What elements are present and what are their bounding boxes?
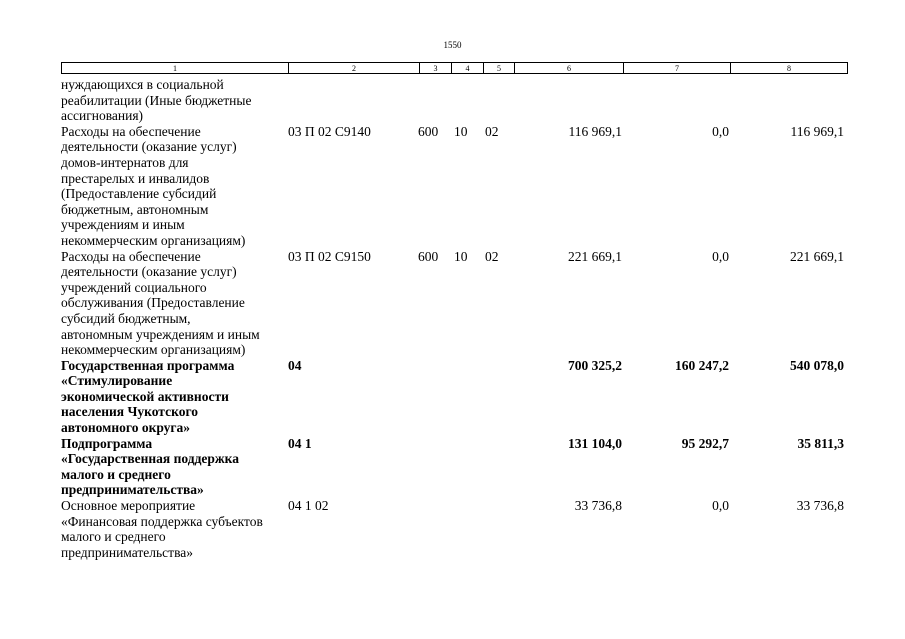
expense-type: 600 bbox=[418, 123, 439, 139]
expense-item-name: Подпрограмма «Государственная поддержка малого и среднего предпринимательства» bbox=[61, 435, 240, 498]
page-number: 1550 bbox=[443, 40, 462, 50]
expense-item-name: Основное мероприятие «Финансовая поддержка субъектов малого и среднего предпринимательства» bbox=[61, 498, 263, 560]
amount-federal: 0,0 bbox=[712, 248, 729, 264]
column-header-table bbox=[61, 62, 848, 74]
column-number: 3 bbox=[420, 63, 452, 74]
amount-federal: 0,0 bbox=[712, 123, 729, 139]
column-number: 8 bbox=[731, 63, 848, 74]
section-code: 10 bbox=[454, 123, 468, 139]
amount-total: 33 736,8 bbox=[574, 498, 622, 514]
amount-total: 221 669,1 bbox=[568, 248, 622, 264]
expense-item-name: нуждающихся в социальной реабилитации (Иные бюджетные ассигнования) bbox=[61, 77, 252, 124]
column-number: 2 bbox=[289, 63, 420, 74]
column-number: 5 bbox=[484, 63, 515, 74]
table-row bbox=[61, 358, 847, 436]
table-row bbox=[61, 498, 847, 560]
budget-table-body bbox=[61, 77, 847, 560]
amount-regional: 116 969,1 bbox=[790, 123, 844, 139]
amount-federal: 160 247,2 bbox=[675, 357, 729, 373]
amount-total: 131 104,0 bbox=[568, 435, 622, 451]
budget-code: 04 1 02 bbox=[288, 498, 329, 514]
section-code: 10 bbox=[454, 248, 468, 264]
table-row bbox=[61, 249, 847, 358]
amount-federal: 95 292,7 bbox=[681, 435, 729, 451]
amount-regional: 540 078,0 bbox=[790, 357, 844, 373]
budget-code: 04 bbox=[288, 357, 302, 373]
amount-regional: 33 736,8 bbox=[796, 498, 844, 514]
amount-federal: 0,0 bbox=[712, 498, 729, 514]
column-header-row bbox=[62, 63, 848, 74]
table-row bbox=[61, 436, 847, 498]
amount-regional: 35 811,3 bbox=[797, 435, 844, 451]
column-number: 7 bbox=[624, 63, 731, 74]
subsection-code: 02 bbox=[485, 123, 499, 139]
amount-total: 700 325,2 bbox=[568, 357, 622, 373]
table-row bbox=[61, 124, 847, 249]
subsection-code: 02 bbox=[485, 248, 499, 264]
budget-code: 03 П 02 С9140 bbox=[288, 123, 371, 139]
expense-type: 600 bbox=[418, 248, 439, 264]
expense-item-name: Расходы на обеспечение деятельности (оказание услуг) учреждений социального обслуживания (Предоставление субсидий бюджетным, автономным учреждениям и иным некоммерческим организациям) bbox=[61, 248, 260, 358]
amount-regional: 221 669,1 bbox=[790, 248, 844, 264]
expense-item-name: Расходы на обеспечение деятельности (оказание услуг) домов-интернатов для престарелых и инвалидов (Предоставление субсидий бюджетным, автономным учреждениям и иным некоммерческим организациям) bbox=[61, 123, 246, 248]
table-row bbox=[61, 77, 847, 124]
column-number: 1 bbox=[62, 63, 289, 74]
budget-code: 04 1 bbox=[288, 435, 312, 451]
column-number: 6 bbox=[515, 63, 624, 74]
column-number: 4 bbox=[452, 63, 484, 74]
budget-code: 03 П 02 С9150 bbox=[288, 248, 371, 264]
expense-item-name: Государственная программа «Стимулирование экономической активности населения Чукотского автономного округа» bbox=[61, 357, 235, 436]
amount-total: 116 969,1 bbox=[568, 123, 622, 139]
